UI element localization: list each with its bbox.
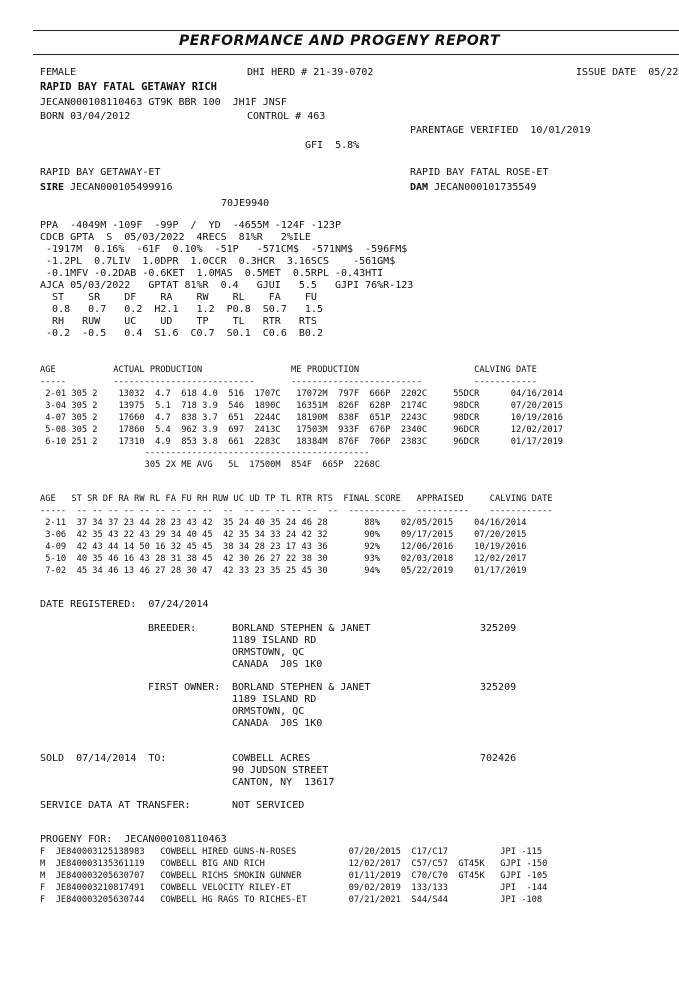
breeder-address-line: ORMSTOWN, QC — [232, 647, 305, 658]
birth-date: BORN 03/04/2012 — [40, 111, 131, 122]
genetics-line: CDCB GPTA S 05/03/2022 4RECS 81%R 2%ILE — [40, 232, 311, 243]
classification-row: 5-10 40 35 46 16 43 28 31 38 45 42 30 26 27 22 38 30 93% 02/03/2018 12/02/2017 — [40, 554, 527, 564]
issue-date: ISSUE DATE 05/22 — [576, 67, 679, 78]
registration-number: JECAN000108110463 GT9K BBR 100 JH1F JNSF — [40, 97, 287, 108]
dam-id: JECAN000101735549 — [434, 182, 537, 193]
progeny-row: F JE840003210817491 COWBELL VELOCITY RILEY-ET 09/02/2019 133/133 JPI -144 — [40, 883, 548, 893]
breeder-address-line: BORLAND STEPHEN & JANET — [232, 623, 371, 634]
dam-label: DAM — [410, 182, 429, 193]
buyer-address-line: COWBELL ACRES — [232, 753, 311, 764]
dam-line — [410, 182, 536, 194]
production-row: 5-08 305 2 17860 5.4 962 3.9 697 2413C 17503M 933F 676P 2340C 96DCR 12/02/2017 — [40, 425, 564, 435]
title-underline — [33, 54, 679, 55]
production-average: 305 2X ME AVG 5L 17500M 854F 665P 2268C — [40, 460, 380, 470]
buyer-address-line: CANTON, NY 13617 — [232, 777, 335, 788]
breeder-address-line: CANADA J0S 1K0 — [232, 659, 323, 670]
classification-divider: ----- -- -- -- -- -- -- -- -- -- -- -- -- -- -- -- -- ----------- ---------- ------------ — [40, 506, 553, 516]
genetics-line: -0.2 -0.5 0.4 S1.6 C0.7 S0.1 C0.6 B0.2 — [40, 328, 323, 339]
genetics-line: -1.2PL 0.7LIV 1.0DPR 1.0CCR 0.3HCR 3.16SCS -561GM$ — [40, 256, 396, 267]
page-title: PERFORMANCE AND PROGENY REPORT — [178, 33, 501, 49]
genetics-line: ST SR DF RA RW RL FA FU — [40, 292, 317, 303]
date-registered: DATE REGISTERED: 07/24/2014 — [40, 599, 209, 610]
control-number: CONTROL # 463 — [247, 111, 326, 122]
production-header: AGE ACTUAL PRODUCTION ME PRODUCTION CALVING DATE — [40, 365, 537, 375]
breeder-id: 325209 — [480, 623, 517, 634]
dam-name: RAPID BAY FATAL ROSE-ET — [410, 167, 549, 178]
genetics-line: AJCA 05/03/2022 GPTAT 81%R 0.4 GJUI 5.5 GJPI 76%R-123 — [40, 280, 414, 291]
classification-header: AGE ST SR DF RA RW RL FA FU RH RUW UC UD TP TL RTR RTS FINAL SCORE APPRAISED CALVING DATE — [40, 494, 553, 504]
production-row: 6-10 251 2 17310 4.9 853 3.8 661 2283C 18384M 876F 706P 2383C 96DCR 01/17/2019 — [40, 437, 564, 447]
top-rule — [33, 30, 679, 31]
progeny-row: M JE840003205630707 COWBELL RICHS SMOKIN GUNNER 01/11/2019 C70/C70 GT45K GJPI -105 — [40, 871, 548, 881]
sire-naab-code: 70JE9940 — [221, 198, 270, 209]
animal-name: RAPID BAY FATAL GETAWAY RICH — [40, 81, 218, 93]
production-row: 2-01 305 2 13032 4.7 618 4.0 516 1707C 17072M 797F 666P 2202C 55DCR 04/16/2014 — [40, 389, 564, 399]
classification-row: 2-11 37 34 37 23 44 28 23 43 42 35 24 40 35 24 46 28 88% 02/05/2015 04/16/2014 — [40, 518, 527, 528]
progeny-row: F JE840003125138983 COWBELL HIRED GUNS-N-ROSES 07/20/2015 C17/C17 JPI -115 — [40, 847, 543, 857]
sire-line — [40, 182, 172, 194]
progeny-row: M JE840003135361119 COWBELL BIG AND RICH 12/02/2017 C57/C57 GT45K GJPI -150 — [40, 859, 548, 869]
progeny-row: F JE840003205630744 COWBELL HG RAGS TO RICHES-ET 07/21/2021 S44/S44 JPI -108 — [40, 895, 543, 905]
buyer-id: 702426 — [480, 753, 517, 764]
sire-name: RAPID BAY GETAWAY-ET — [40, 167, 161, 178]
genetics-line: PPA -4049M -109F -99P / YD -4655M -124F -123P — [40, 220, 342, 231]
first-owner-id: 325209 — [480, 682, 517, 693]
breeder-label: BREEDER: — [148, 623, 197, 634]
gfi-value: GFI 5.8% — [305, 140, 360, 151]
sold-label: SOLD 07/14/2014 TO: — [40, 753, 167, 764]
sire-label: SIRE — [40, 182, 65, 193]
genetics-line: -1917M 0.16% -61F 0.10% -51P -571CM$ -571NM$ -596FM$ — [40, 244, 408, 255]
production-row: 4-07 305 2 17660 4.7 838 3.7 651 2244C 18190M 838F 651P 2243C 98DCR 10/19/2016 — [40, 413, 564, 423]
first-owner-address-line: CANADA J0S 1K0 — [232, 718, 323, 729]
service-data-value: NOT SERVICED — [232, 800, 305, 811]
buyer-address-line: 90 JUDSON STREET — [232, 765, 329, 776]
classification-row: 7-02 45 34 46 13 46 27 28 30 47 42 33 23 35 25 45 30 94% 05/22/2019 01/17/2019 — [40, 566, 527, 576]
production-sum-divider: ------------------------------------------- — [40, 448, 370, 458]
genetics-line: 0.8 0.7 0.2 H2.1 1.2 P0.8 S0.7 1.5 — [40, 304, 323, 315]
production-divider: ----- --------------------------- ------------------------- ------------ — [40, 377, 537, 387]
dhi-herd: DHI HERD # 21-39-0702 — [247, 67, 374, 78]
production-row: 3-04 305 2 13975 5.1 718 3.9 546 1890C 16351M 826F 628P 2174C 98DCR 07/20/2015 — [40, 401, 564, 411]
classification-row: 4-09 42 43 44 14 50 16 32 45 45 38 34 28 23 17 43 36 92% 12/06/2016 10/19/2016 — [40, 542, 527, 552]
first-owner-address-line: 1189 ISLAND RD — [232, 694, 317, 705]
first-owner-label: FIRST OWNER: — [148, 682, 221, 693]
genetics-line: -0.1MFV -0.2DAB -0.6KET 1.0MAS 0.5MET 0.5RPL -0.43HTI — [40, 268, 384, 279]
genetics-line: RH RUW UC UD TP TL RTR RTS — [40, 316, 317, 327]
animal-sex: FEMALE — [40, 67, 77, 78]
first-owner-address-line: ORMSTOWN, QC — [232, 706, 305, 717]
first-owner-address-line: BORLAND STEPHEN & JANET — [232, 682, 371, 693]
service-data-label: SERVICE DATA AT TRANSFER: — [40, 800, 191, 811]
progeny-header: PROGENY FOR: JECAN000108110463 — [40, 834, 227, 845]
breeder-address-line: 1189 ISLAND RD — [232, 635, 317, 646]
parentage-verified: PARENTAGE VERIFIED 10/01/2019 — [410, 125, 591, 136]
sire-id: JECAN000105499916 — [70, 182, 173, 193]
classification-row: 3-06 42 35 43 22 43 29 34 40 45 42 35 34 33 24 42 32 90% 09/17/2015 07/20/2015 — [40, 530, 527, 540]
